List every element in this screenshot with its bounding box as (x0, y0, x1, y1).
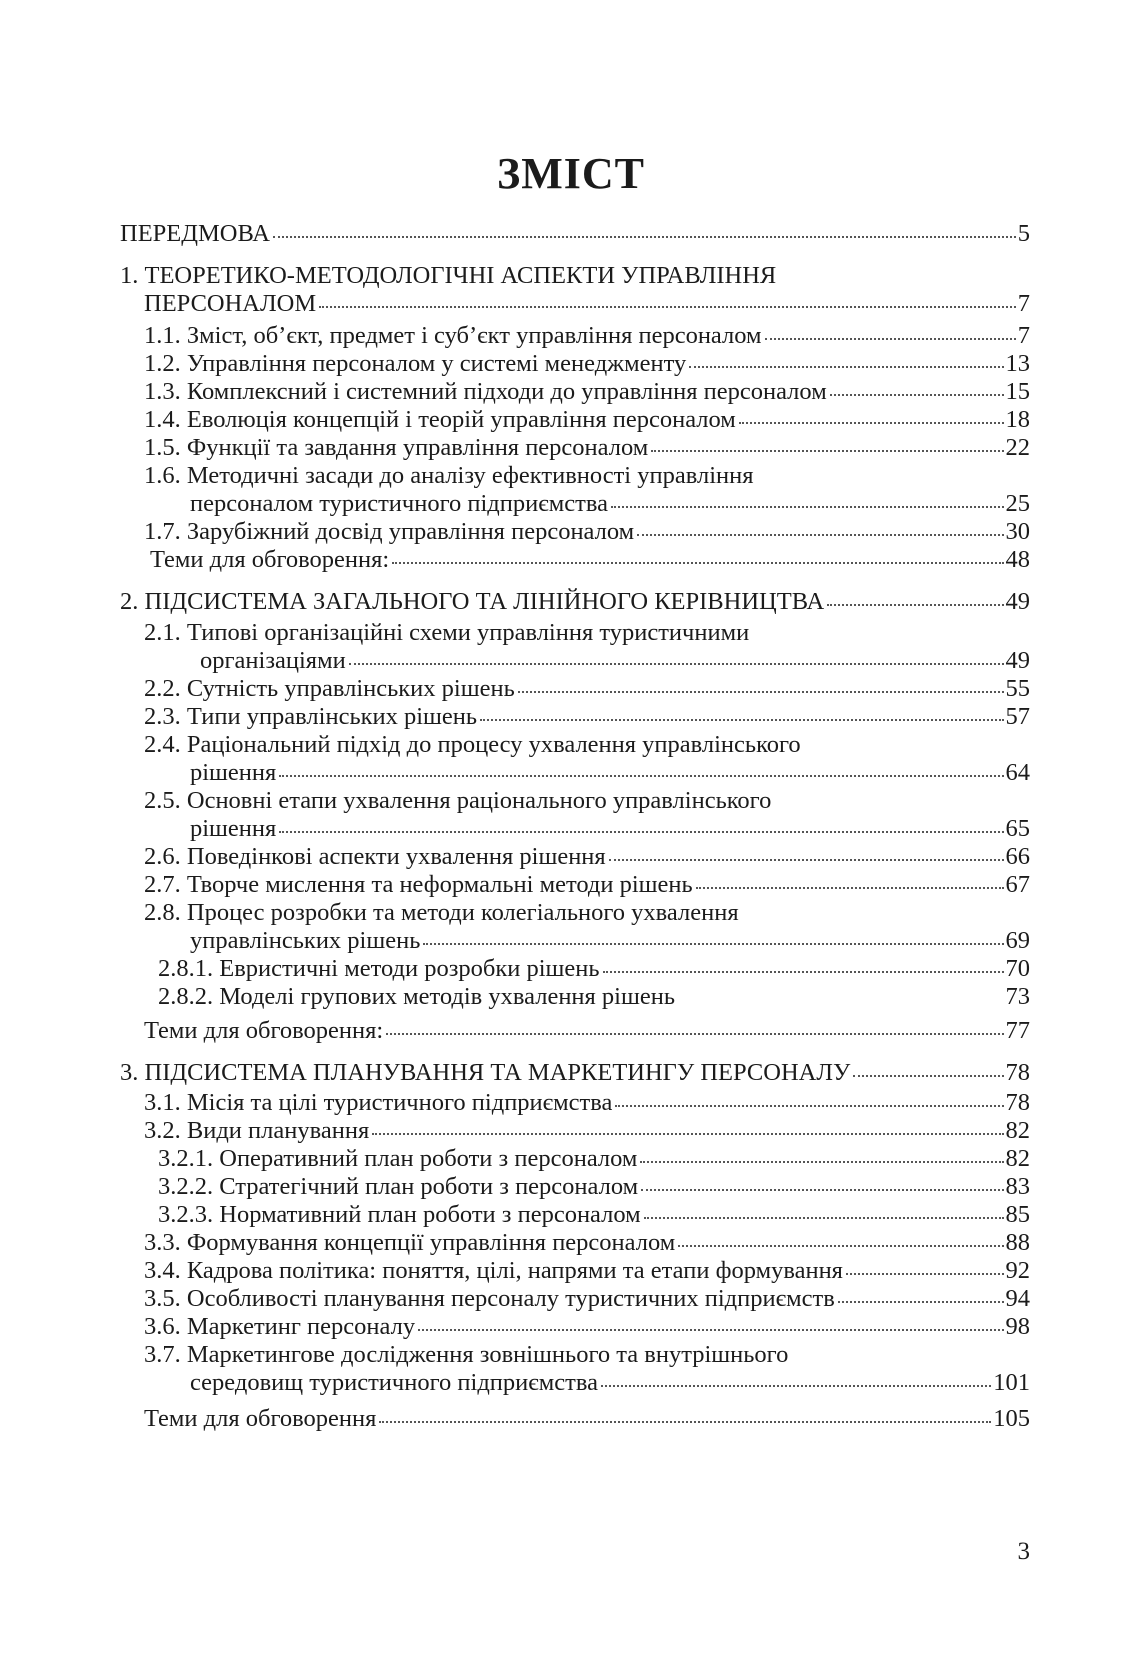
toc-entry (120, 262, 1030, 290)
dot-leader (609, 859, 1004, 861)
toc-entry-page: 101 (993, 1369, 1030, 1396)
toc-entry-title: 3. ПІДСИСТЕМА ПЛАНУВАННЯ ТА МАРКЕТИНГУ ПЕРСОНАЛУ (120, 1059, 851, 1086)
toc-entry-page: 83 (1005, 1173, 1030, 1200)
dot-leader (279, 775, 1003, 777)
toc-entry (120, 647, 1030, 675)
toc-entry (120, 378, 1030, 406)
toc-entry (120, 1405, 1030, 1433)
toc-entry-title: Теми для обговорення: (150, 546, 390, 573)
toc-entry (120, 815, 1030, 843)
dot-leader (418, 1329, 1003, 1331)
toc-entry-page: 94 (1005, 1285, 1030, 1312)
toc-entry-page: 49 (1005, 588, 1030, 615)
dot-leader (273, 236, 1016, 238)
toc-entry-page: 77 (1005, 1017, 1030, 1044)
toc-entry (120, 703, 1030, 731)
toc-entry-page: 85 (1005, 1201, 1030, 1228)
dot-leader (603, 971, 1004, 973)
toc-entry-title: ПЕРЕДМОВА (120, 220, 270, 247)
toc-entry-page: 82 (1005, 1117, 1030, 1144)
toc-entry (120, 1369, 1030, 1397)
dot-leader (637, 534, 1003, 536)
dot-leader (838, 1301, 1004, 1303)
toc-entry-page: 65 (1005, 815, 1030, 842)
toc-entry-page: 25 (1005, 490, 1030, 517)
toc-entry (120, 588, 1030, 616)
toc-entry (120, 871, 1030, 899)
toc-entry-title: 2.1. Типові організаційні схеми управління туристичними (144, 619, 750, 646)
dot-leader (640, 1161, 1003, 1163)
toc-entry-page: 22 (1005, 434, 1030, 461)
toc-entry-page: 49 (1005, 647, 1030, 674)
toc-entry-page: 92 (1005, 1257, 1030, 1284)
toc-entry (120, 1173, 1030, 1201)
toc-entry-page: 67 (1005, 871, 1030, 898)
toc-entry (120, 1201, 1030, 1229)
toc-entry-title: рішення (190, 759, 277, 786)
dot-leader (601, 1385, 991, 1387)
toc-entry-title: 3.4. Кадрова політика: поняття, цілі, напрями та етапи формування (144, 1257, 843, 1284)
toc-entry (120, 731, 1030, 759)
toc-entry-title: 1.7. Зарубіжний досвід управління персоналом (144, 518, 635, 545)
toc-entry-title: Теми для обговорення: (144, 1017, 384, 1044)
leader-space (678, 999, 1003, 1001)
dot-leader (830, 394, 1004, 396)
toc-entry-title: 3.1. Місія та цілі туристичного підприємства (144, 1089, 613, 1116)
dot-leader (644, 1217, 1004, 1219)
toc-entry-page: 105 (993, 1405, 1030, 1432)
toc-entry-title: Теми для обговорення (144, 1405, 377, 1432)
toc-entry-title: організаціями (200, 647, 346, 674)
toc-entry (120, 1089, 1030, 1117)
dot-leader (641, 1189, 1003, 1191)
toc-entry-page: 15 (1005, 378, 1030, 405)
dot-leader (319, 306, 1016, 308)
dot-leader (423, 943, 1003, 945)
toc-entry (120, 350, 1030, 378)
dot-leader (739, 422, 1004, 424)
toc-entry (120, 462, 1030, 490)
toc-entry-title: 3.2.2. Стратегічний план роботи з персоналом (158, 1173, 639, 1200)
dot-leader (518, 691, 1004, 693)
toc-entry (120, 983, 1030, 1011)
toc-entry-page: 70 (1005, 955, 1030, 982)
toc-entry-page: 7 (1017, 290, 1030, 317)
toc-entry-title: 1.6. Методичні засади до аналізу ефективності управління (144, 462, 754, 489)
toc-entry-title: 3.2.1. Оперативний план роботи з персоналом (158, 1145, 638, 1172)
toc-entry-title: 2.5. Основні етапи ухвалення раціонального управлінського (144, 787, 772, 814)
toc-entry-page: 13 (1005, 350, 1030, 377)
toc-entry-page: 5 (1017, 220, 1030, 247)
toc-entry-page: 73 (1005, 983, 1030, 1010)
toc-entry-page: 88 (1005, 1229, 1030, 1256)
toc-entry (120, 406, 1030, 434)
toc-entry-title: 2.4. Раціональний підхід до процесу ухвалення управлінського (144, 731, 801, 758)
toc-entry-title: середовищ туристичного підприємства (190, 1369, 598, 1396)
page-title: ЗМІСТ (497, 149, 645, 198)
dot-leader (480, 719, 1003, 721)
toc-entry (120, 1257, 1030, 1285)
page-number: 3 (1017, 1538, 1030, 1565)
dot-leader (689, 366, 1003, 368)
toc-entry (120, 490, 1030, 518)
table-of-contents (120, 218, 1030, 1433)
toc-entry-page: 55 (1005, 675, 1030, 702)
toc-entry (120, 546, 1030, 574)
dot-leader (379, 1421, 991, 1423)
toc-entry (120, 843, 1030, 871)
dot-leader (678, 1245, 1003, 1247)
dot-leader (392, 562, 1003, 564)
dot-leader (765, 338, 1016, 340)
dot-leader (349, 663, 1004, 665)
toc-entry-page: 98 (1005, 1313, 1030, 1340)
toc-entry (120, 899, 1030, 927)
toc-entry (120, 220, 1030, 248)
dot-leader (827, 604, 1003, 606)
toc-entry-title: 2.2. Сутність управлінських рішень (144, 675, 515, 702)
toc-entry-title: персоналом туристичного підприємства (190, 490, 608, 517)
dot-leader (651, 450, 1003, 452)
toc-entry (120, 675, 1030, 703)
toc-entry (120, 619, 1030, 647)
toc-entry-title: 1.3. Комплексний і системний підходи до управління персоналом (144, 378, 827, 405)
toc-entry (120, 434, 1030, 462)
toc-entry-title: 3.2. Види планування (144, 1117, 370, 1144)
toc-entry-page: 78 (1005, 1089, 1030, 1116)
toc-entry (120, 518, 1030, 546)
toc-entry (120, 322, 1030, 350)
toc-entry (120, 759, 1030, 787)
toc-entry (120, 1117, 1030, 1145)
toc-entry-page: 18 (1005, 406, 1030, 433)
toc-entry-title: ПЕРСОНАЛОМ (144, 290, 317, 317)
dot-leader (611, 506, 1004, 508)
toc-entry (120, 1229, 1030, 1257)
toc-entry-title: 1.2. Управління персоналом у системі менеджменту (144, 350, 687, 377)
toc-entry-title: 2.8. Процес розробки та методи колегіального ухвалення (144, 899, 739, 926)
toc-entry-title: 3.3. Формування концепції управління персоналом (144, 1229, 676, 1256)
toc-entry-title: 2.3. Типи управлінських рішень (144, 703, 478, 730)
toc-entry-title: 1.5. Функції та завдання управління персоналом (144, 434, 649, 461)
toc-entry-title: 1.4. Еволюція концепцій і теорій управління персоналом (144, 406, 736, 433)
toc-entry-title: 1.1. Зміст, об’єкт, предмет і суб’єкт управління персоналом (144, 322, 762, 349)
toc-entry (120, 787, 1030, 815)
toc-entry-title: 2. ПІДСИСТЕМА ЗАГАЛЬНОГО ТА ЛІНІЙНОГО КЕРІВНИЦТВА (120, 588, 825, 615)
toc-entry-title: 3.6. Маркетинг персоналу (144, 1313, 416, 1340)
toc-entry-page: 48 (1005, 546, 1030, 573)
toc-entry-page: 57 (1005, 703, 1030, 730)
toc-entry-page: 64 (1005, 759, 1030, 786)
toc-entry-title: 2.8.2. Моделі групових методів ухвалення рішень (158, 983, 676, 1010)
toc-entry-title: 2.6. Поведінкові аспекти ухвалення рішення (144, 843, 606, 870)
dot-leader (615, 1105, 1003, 1107)
toc-entry (120, 290, 1030, 318)
toc-entry-title: 2.8.1. Евристичні методи розробки рішень (158, 955, 600, 982)
toc-entry (120, 1285, 1030, 1313)
toc-entry-title: 3.2.3. Нормативний план роботи з персоналом (158, 1201, 641, 1228)
toc-entry (120, 1017, 1030, 1045)
toc-entry-title: 3.7. Маркетингове дослідження зовнішнього та внутрішнього (144, 1341, 789, 1368)
toc-entry (120, 1341, 1030, 1369)
toc-entry (120, 1313, 1030, 1341)
toc-entry (120, 1059, 1030, 1087)
toc-entry-title: 3.5. Особливості планування персоналу туристичних підприємств (144, 1285, 835, 1312)
toc-entry (120, 955, 1030, 983)
toc-entry (120, 927, 1030, 955)
dot-leader (279, 831, 1003, 833)
toc-entry-title: 2.7. Творче мислення та неформальні методи рішень (144, 871, 693, 898)
toc-entry-title: управлінських рішень (190, 927, 421, 954)
toc-entry-title: рішення (190, 815, 277, 842)
toc-entry-page: 82 (1005, 1145, 1030, 1172)
toc-entry-page: 78 (1005, 1059, 1030, 1086)
toc-entry-page: 30 (1005, 518, 1030, 545)
dot-leader (846, 1273, 1004, 1275)
dot-leader (696, 887, 1004, 889)
toc-entry-page: 7 (1017, 322, 1030, 349)
toc-entry (120, 1145, 1030, 1173)
dot-leader (386, 1033, 1003, 1035)
dot-leader (853, 1075, 1003, 1077)
dot-leader (372, 1133, 1003, 1135)
toc-entry-page: 66 (1005, 843, 1030, 870)
toc-entry-title: 1. ТЕОРЕТИКО-МЕТОДОЛОГІЧНІ АСПЕКТИ УПРАВЛІННЯ (120, 262, 777, 289)
toc-entry-page: 69 (1005, 927, 1030, 954)
